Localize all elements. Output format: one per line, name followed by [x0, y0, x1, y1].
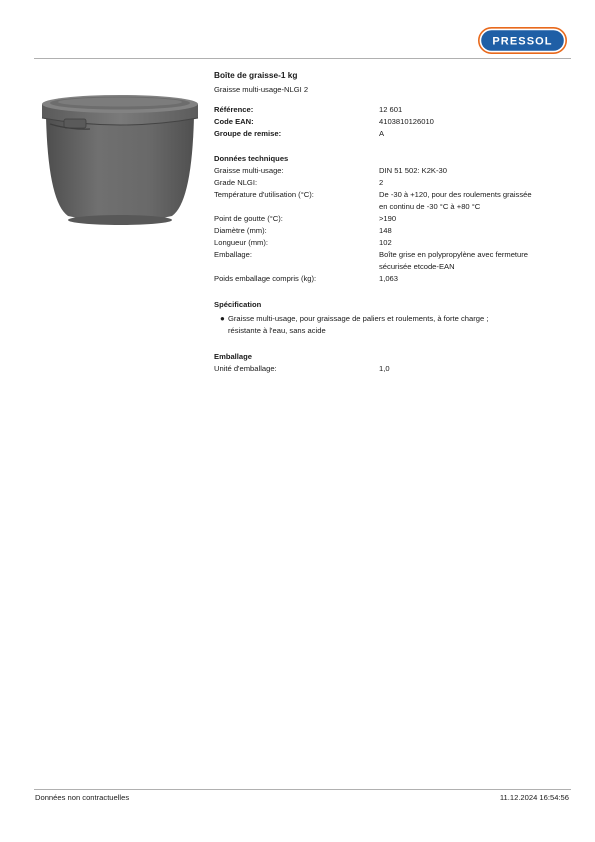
- row-label: Emballage:: [214, 250, 252, 259]
- row-label: Référence:: [214, 105, 254, 114]
- identification-table: [214, 104, 574, 140]
- identification-row-discount-group: [214, 128, 574, 140]
- row-value: Boîte grise en polypropylène avec fermeture sécurisée etcode-EAN: [379, 250, 529, 271]
- product-details: [214, 69, 574, 375]
- technical-row: [214, 249, 574, 273]
- technical-row: [214, 165, 574, 177]
- specification-section-title: Spécification: [214, 300, 262, 309]
- logo-text: PRESSOL: [492, 35, 553, 48]
- row-label: Température d'utilisation (°C):: [214, 190, 314, 199]
- row-value: 1,0: [379, 364, 390, 373]
- pressol-logo: [478, 27, 567, 54]
- row-value: 102: [379, 238, 392, 247]
- row-value: A: [379, 129, 385, 138]
- row-label: Code EAN:: [214, 117, 254, 126]
- row-value: 4103810126010: [379, 117, 434, 126]
- footer-timestamp: 11.12.2024 16:54:56: [499, 793, 569, 802]
- header-divider: [34, 58, 571, 59]
- footer-divider: [34, 789, 571, 790]
- row-value: 2: [379, 178, 384, 187]
- row-label: Longueur (mm):: [214, 238, 269, 247]
- bullet-dot-icon: ●: [220, 314, 225, 323]
- row-label: Groupe de remise:: [214, 129, 282, 138]
- row-value: DIN 51 502: K2K-30: [379, 166, 447, 175]
- row-value: De -30 à +120, pour des roulements graissée en continu de -30 °C à +80 °C: [379, 190, 532, 211]
- row-value: 12 601: [379, 105, 403, 114]
- row-label: Poids emballage compris (kg):: [214, 274, 317, 283]
- product-image-grease-bucket: [40, 92, 200, 227]
- technical-row: [214, 213, 574, 225]
- identification-row-reference: [214, 104, 574, 116]
- specification-bullet: [214, 313, 574, 337]
- technical-row: [214, 189, 574, 213]
- identification-row-ean: [214, 116, 574, 128]
- product-subtitle: Graisse multi-usage-NLGI 2: [214, 85, 309, 94]
- technical-row: [214, 273, 574, 285]
- row-label: Grade NLGI:: [214, 178, 258, 187]
- row-value: 148: [379, 226, 392, 235]
- footer-disclaimer: Données non contractuelles: [35, 793, 130, 802]
- technical-row: [214, 177, 574, 189]
- technical-section-title: Données techniques: [214, 154, 289, 163]
- product-title: Boîte de graisse-1 kg: [214, 70, 298, 80]
- row-label: Diamètre (mm):: [214, 226, 267, 235]
- row-value: 1,063: [379, 274, 399, 283]
- technical-table: [214, 165, 574, 285]
- packaging-section-title: Emballage: [214, 352, 252, 361]
- row-label: Graisse multi-usage:: [214, 166, 284, 175]
- row-label: Unité d'emballage:: [214, 364, 277, 373]
- packaging-row: [214, 363, 574, 375]
- row-value: >190: [379, 214, 397, 223]
- technical-row: [214, 237, 574, 249]
- technical-row: [214, 225, 574, 237]
- specification-text: Graisse multi-usage, pour graissage de paliers et roulements, à forte charge ; résistante à l'eau, sans acide: [228, 314, 489, 335]
- row-label: Point de goutte (°C):: [214, 214, 283, 223]
